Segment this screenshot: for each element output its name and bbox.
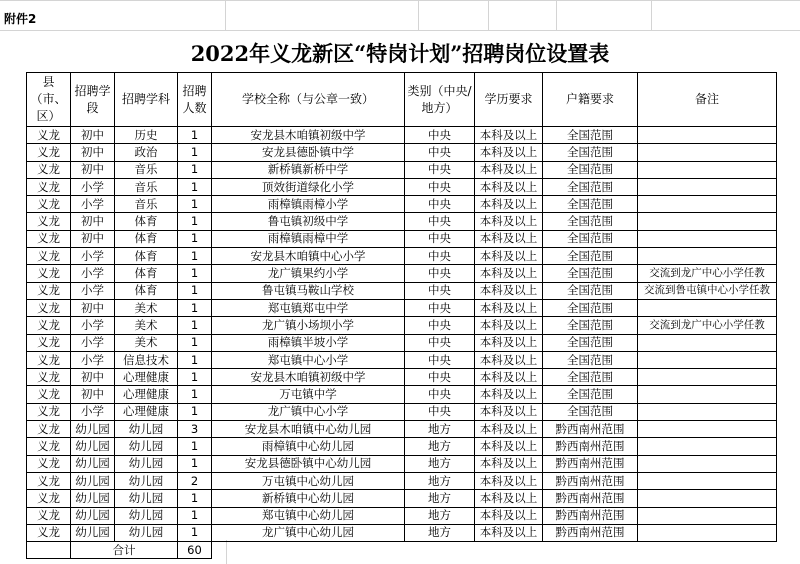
table-cell: 幼儿园 <box>115 472 178 489</box>
table-cell: 安龙县德卧镇中心幼儿园 <box>212 455 405 472</box>
table-cell: 本科及以上 <box>475 369 543 386</box>
table-cell: 1 <box>178 161 212 178</box>
table-cell: 小学 <box>71 334 115 351</box>
table-cell: 全国范围 <box>543 334 638 351</box>
table-cell: 义龙 <box>27 507 71 524</box>
table-cell: 全国范围 <box>543 178 638 195</box>
note-cell <box>638 299 777 316</box>
table-cell: 政治 <box>115 144 178 161</box>
table-cell: 中央 <box>405 265 475 282</box>
table-cell: 1 <box>178 282 212 299</box>
table-cell <box>475 542 543 559</box>
table-cell: 中央 <box>405 213 475 230</box>
table-cell: 本科及以上 <box>475 351 543 368</box>
note-cell: 交流到龙广中心小学任教 <box>638 317 777 334</box>
table-cell: 1 <box>178 265 212 282</box>
table-cell: 义龙 <box>27 524 71 541</box>
table-cell: 地方 <box>405 472 475 489</box>
table-cell: 初中 <box>71 161 115 178</box>
table-cell: 黔西南州范围 <box>543 455 638 472</box>
table-cell: 1 <box>178 490 212 507</box>
table-row <box>27 299 777 316</box>
table-cell: 全国范围 <box>543 127 638 144</box>
table-cell: 中央 <box>405 282 475 299</box>
table-cell: 雨樟镇雨樟中学 <box>212 230 405 247</box>
table-cell: 初中 <box>71 386 115 403</box>
table-cell: 初中 <box>71 144 115 161</box>
table-cell: 全国范围 <box>543 369 638 386</box>
table-cell: 信息技术 <box>115 351 178 368</box>
table-cell: 义龙 <box>27 438 71 455</box>
table-row <box>27 161 777 178</box>
table-cell: 义龙 <box>27 213 71 230</box>
table-cell: 小学 <box>71 178 115 195</box>
table-cell: 1 <box>178 196 212 213</box>
table-cell: 全国范围 <box>543 161 638 178</box>
note-cell <box>638 438 777 455</box>
table-cell: 本科及以上 <box>475 144 543 161</box>
table-cell: 1 <box>178 213 212 230</box>
note-cell <box>638 127 777 144</box>
table-cell: 中央 <box>405 127 475 144</box>
note-cell <box>638 455 777 472</box>
table-row <box>27 507 777 524</box>
table-cell: 历史 <box>115 127 178 144</box>
table-cell: 中央 <box>405 403 475 420</box>
table-cell: 义龙 <box>27 248 71 265</box>
grid-line <box>0 30 800 31</box>
table-cell: 体育 <box>115 230 178 247</box>
table-cell: 本科及以上 <box>475 403 543 420</box>
table-cell: 1 <box>178 507 212 524</box>
note-cell <box>638 507 777 524</box>
table-cell: 黔西南州范围 <box>543 490 638 507</box>
table-cell: 本科及以上 <box>475 507 543 524</box>
table-cell: 小学 <box>71 282 115 299</box>
table-cell: 心理健康 <box>115 403 178 420</box>
column-header: 类别（中央/地方） <box>405 73 475 127</box>
table-cell: 1 <box>178 317 212 334</box>
table-cell: 本科及以上 <box>475 524 543 541</box>
table-cell: 1 <box>178 403 212 420</box>
table-cell: 义龙 <box>27 421 71 438</box>
table-cell: 本科及以上 <box>475 455 543 472</box>
table-cell <box>212 542 405 559</box>
table-cell: 万屯镇中学 <box>212 386 405 403</box>
table-cell: 1 <box>178 351 212 368</box>
grid-line <box>556 0 557 30</box>
table-cell: 美术 <box>115 334 178 351</box>
table-cell: 顶效街道绿化小学 <box>212 178 405 195</box>
table-cell: 本科及以上 <box>475 317 543 334</box>
table-cell: 全国范围 <box>543 230 638 247</box>
table-cell: 黔西南州范围 <box>543 472 638 489</box>
column-header: 备注 <box>638 73 777 127</box>
table-cell: 龙广镇小场坝小学 <box>212 317 405 334</box>
table-cell: 幼儿园 <box>71 455 115 472</box>
table-cell: 本科及以上 <box>475 490 543 507</box>
note-cell <box>638 490 777 507</box>
table-row <box>27 265 777 282</box>
table-cell: 地方 <box>405 507 475 524</box>
table-cell: 义龙 <box>27 490 71 507</box>
table-row <box>27 230 777 247</box>
table-cell: 中央 <box>405 317 475 334</box>
table-cell: 小学 <box>71 248 115 265</box>
note-cell: 交流到鲁屯镇中心小学任教 <box>638 282 777 299</box>
table-cell: 本科及以上 <box>475 299 543 316</box>
table-cell: 本科及以上 <box>475 386 543 403</box>
table-cell: 1 <box>178 386 212 403</box>
note-cell <box>638 230 777 247</box>
table-cell: 中央 <box>405 230 475 247</box>
table-cell: 地方 <box>405 490 475 507</box>
table-cell: 新桥镇中心幼儿园 <box>212 490 405 507</box>
table-cell: 龙广镇中心小学 <box>212 403 405 420</box>
note-cell <box>638 213 777 230</box>
table-header-row <box>27 73 777 127</box>
table-cell: 全国范围 <box>543 196 638 213</box>
table-cell: 初中 <box>71 299 115 316</box>
table-cell: 体育 <box>115 213 178 230</box>
table-row <box>27 455 777 472</box>
table-cell: 初中 <box>71 127 115 144</box>
table-cell: 雨樟镇中心幼儿园 <box>212 438 405 455</box>
recruitment-table <box>26 72 777 559</box>
column-header: 招聘学科 <box>115 73 178 127</box>
table-cell: 中央 <box>405 144 475 161</box>
table-cell: 安龙县木咱镇中心小学 <box>212 248 405 265</box>
table-cell: 1 <box>178 438 212 455</box>
table-cell: 中央 <box>405 196 475 213</box>
note-cell <box>638 196 777 213</box>
grid-line <box>418 0 419 30</box>
table-cell: 义龙 <box>27 386 71 403</box>
table-cell: 中央 <box>405 351 475 368</box>
table-cell: 安龙县德卧镇中学 <box>212 144 405 161</box>
table-row <box>27 144 777 161</box>
table-row <box>27 282 777 299</box>
table-cell: 新桥镇新桥中学 <box>212 161 405 178</box>
table-cell <box>405 542 475 559</box>
table-cell: 1 <box>178 144 212 161</box>
table-cell: 幼儿园 <box>71 438 115 455</box>
table-cell: 义龙 <box>27 334 71 351</box>
table-row <box>27 351 777 368</box>
column-header: 招聘学段 <box>71 73 115 127</box>
table-cell: 本科及以上 <box>475 196 543 213</box>
table-cell: 1 <box>178 369 212 386</box>
table-cell: 雨樟镇雨樟小学 <box>212 196 405 213</box>
table-row <box>27 386 777 403</box>
table-cell: 安龙县木咱镇中心幼儿园 <box>212 421 405 438</box>
table-cell: 幼儿园 <box>115 455 178 472</box>
table-cell: 义龙 <box>27 403 71 420</box>
table-cell: 全国范围 <box>543 265 638 282</box>
table-cell: 鲁屯镇初级中学 <box>212 213 405 230</box>
table-cell: 义龙 <box>27 178 71 195</box>
table-cell: 幼儿园 <box>71 524 115 541</box>
note-cell <box>638 248 777 265</box>
table-cell: 本科及以上 <box>475 230 543 247</box>
table-cell: 全国范围 <box>543 144 638 161</box>
table-cell: 黔西南州范围 <box>543 507 638 524</box>
table-cell: 全国范围 <box>543 213 638 230</box>
table-row <box>27 127 777 144</box>
table-cell: 小学 <box>71 351 115 368</box>
table-cell: 幼儿园 <box>115 524 178 541</box>
table-cell: 全国范围 <box>543 299 638 316</box>
table-cell: 1 <box>178 248 212 265</box>
table-row <box>27 524 777 541</box>
total-value: 60 <box>178 542 212 559</box>
table-cell: 地方 <box>405 524 475 541</box>
table-cell: 1 <box>178 299 212 316</box>
table-cell: 幼儿园 <box>71 472 115 489</box>
attachment-label: 附件2 <box>4 12 37 26</box>
table-cell: 体育 <box>115 265 178 282</box>
table-row <box>27 490 777 507</box>
table-cell: 1 <box>178 455 212 472</box>
page-title: 2022年义龙新区“特岗计划”招聘岗位设置表 <box>190 41 610 66</box>
table-cell <box>638 542 777 559</box>
table-cell: 地方 <box>405 438 475 455</box>
table-cell: 幼儿园 <box>115 507 178 524</box>
table-cell: 中央 <box>405 248 475 265</box>
grid-line <box>488 0 489 30</box>
table-row <box>27 334 777 351</box>
table-cell: 幼儿园 <box>71 421 115 438</box>
table-cell: 本科及以上 <box>475 178 543 195</box>
note-cell <box>638 334 777 351</box>
table-cell: 义龙 <box>27 230 71 247</box>
table-cell: 音乐 <box>115 178 178 195</box>
table-row <box>27 472 777 489</box>
note-cell <box>638 144 777 161</box>
table-cell <box>543 542 638 559</box>
table-cell: 美术 <box>115 317 178 334</box>
column-header: 县（市、区） <box>27 73 71 127</box>
table-cell: 义龙 <box>27 127 71 144</box>
table-cell: 地方 <box>405 455 475 472</box>
table-row <box>27 403 777 420</box>
table-cell: 义龙 <box>27 144 71 161</box>
table-body <box>27 127 777 559</box>
note-cell <box>638 472 777 489</box>
table-cell: 义龙 <box>27 317 71 334</box>
grid-line <box>651 0 652 30</box>
table-cell: 幼儿园 <box>115 438 178 455</box>
table-cell: 1 <box>178 524 212 541</box>
table-cell: 本科及以上 <box>475 438 543 455</box>
table-cell: 义龙 <box>27 369 71 386</box>
table-cell: 黔西南州范围 <box>543 524 638 541</box>
table-cell: 小学 <box>71 317 115 334</box>
table-row <box>27 369 777 386</box>
note-cell <box>638 421 777 438</box>
table-cell: 郑屯镇郑屯中学 <box>212 299 405 316</box>
column-header: 学历要求 <box>475 73 543 127</box>
table-cell: 3 <box>178 421 212 438</box>
column-header: 户籍要求 <box>543 73 638 127</box>
column-header: 学校全称（与公章一致） <box>212 73 405 127</box>
table-cell: 安龙县木咱镇初级中学 <box>212 127 405 144</box>
table-cell: 美术 <box>115 299 178 316</box>
table-cell: 全国范围 <box>543 386 638 403</box>
table-cell: 郑屯镇中心小学 <box>212 351 405 368</box>
table-cell: 义龙 <box>27 472 71 489</box>
table-row <box>27 438 777 455</box>
table-cell: 本科及以上 <box>475 161 543 178</box>
table-cell: 中央 <box>405 369 475 386</box>
note-cell <box>638 524 777 541</box>
table-cell: 本科及以上 <box>475 421 543 438</box>
table-cell: 义龙 <box>27 282 71 299</box>
note-cell <box>638 161 777 178</box>
table-cell: 中央 <box>405 161 475 178</box>
table-cell: 中央 <box>405 334 475 351</box>
table-cell: 本科及以上 <box>475 127 543 144</box>
table-cell: 全国范围 <box>543 403 638 420</box>
table-cell: 义龙 <box>27 265 71 282</box>
table-cell: 幼儿园 <box>71 490 115 507</box>
table-cell: 义龙 <box>27 299 71 316</box>
note-cell <box>638 369 777 386</box>
table-cell: 1 <box>178 334 212 351</box>
table-cell: 初中 <box>71 369 115 386</box>
column-header: 招聘人数 <box>178 73 212 127</box>
table-row <box>27 317 777 334</box>
table-cell: 本科及以上 <box>475 334 543 351</box>
table-cell: 本科及以上 <box>475 472 543 489</box>
table-row <box>27 178 777 195</box>
table-cell: 地方 <box>405 421 475 438</box>
table-cell: 鲁屯镇马鞍山学校 <box>212 282 405 299</box>
table-cell: 小学 <box>71 265 115 282</box>
table-cell: 幼儿园 <box>115 490 178 507</box>
table-cell: 本科及以上 <box>475 282 543 299</box>
table-cell: 全国范围 <box>543 317 638 334</box>
table-row <box>27 248 777 265</box>
table-cell: 1 <box>178 230 212 247</box>
table-cell: 郑屯镇中心幼儿园 <box>212 507 405 524</box>
table-cell: 体育 <box>115 248 178 265</box>
table-cell: 黔西南州范围 <box>543 421 638 438</box>
table-cell: 初中 <box>71 230 115 247</box>
table-row <box>27 421 777 438</box>
table-cell: 义龙 <box>27 455 71 472</box>
note-cell <box>638 178 777 195</box>
total-row <box>27 542 777 559</box>
table-cell: 小学 <box>71 403 115 420</box>
table-cell: 安龙县木咱镇初级中学 <box>212 369 405 386</box>
table-cell: 本科及以上 <box>475 265 543 282</box>
table-cell: 初中 <box>71 213 115 230</box>
table-row <box>27 196 777 213</box>
table-cell: 2 <box>178 472 212 489</box>
note-cell <box>638 403 777 420</box>
table-cell: 小学 <box>71 196 115 213</box>
note-cell <box>638 351 777 368</box>
table-cell: 万屯镇中心幼儿园 <box>212 472 405 489</box>
table-cell <box>27 542 71 559</box>
table-cell: 本科及以上 <box>475 248 543 265</box>
table-cell: 体育 <box>115 282 178 299</box>
note-cell <box>638 386 777 403</box>
total-label: 合计 <box>71 542 178 559</box>
table-cell: 1 <box>178 127 212 144</box>
table-cell: 本科及以上 <box>475 213 543 230</box>
table-cell: 中央 <box>405 178 475 195</box>
table-cell: 心理健康 <box>115 369 178 386</box>
note-cell: 交流到龙广中心小学任教 <box>638 265 777 282</box>
table-row <box>27 213 777 230</box>
table-cell: 幼儿园 <box>71 507 115 524</box>
table-cell: 全国范围 <box>543 282 638 299</box>
table-cell: 龙广镇中心幼儿园 <box>212 524 405 541</box>
table-cell: 龙广镇果约小学 <box>212 265 405 282</box>
table-cell: 幼儿园 <box>115 421 178 438</box>
table-cell: 音乐 <box>115 161 178 178</box>
table-cell: 雨樟镇半坡小学 <box>212 334 405 351</box>
table-cell: 中央 <box>405 299 475 316</box>
table-cell: 中央 <box>405 386 475 403</box>
table-cell: 义龙 <box>27 351 71 368</box>
grid-line <box>225 0 226 30</box>
table-cell: 全国范围 <box>543 351 638 368</box>
table-cell: 心理健康 <box>115 386 178 403</box>
grid-line <box>0 0 800 1</box>
table-cell: 义龙 <box>27 196 71 213</box>
table-cell: 音乐 <box>115 196 178 213</box>
table-cell: 1 <box>178 178 212 195</box>
table-cell: 全国范围 <box>543 248 638 265</box>
table-cell: 黔西南州范围 <box>543 438 638 455</box>
table-cell: 义龙 <box>27 161 71 178</box>
